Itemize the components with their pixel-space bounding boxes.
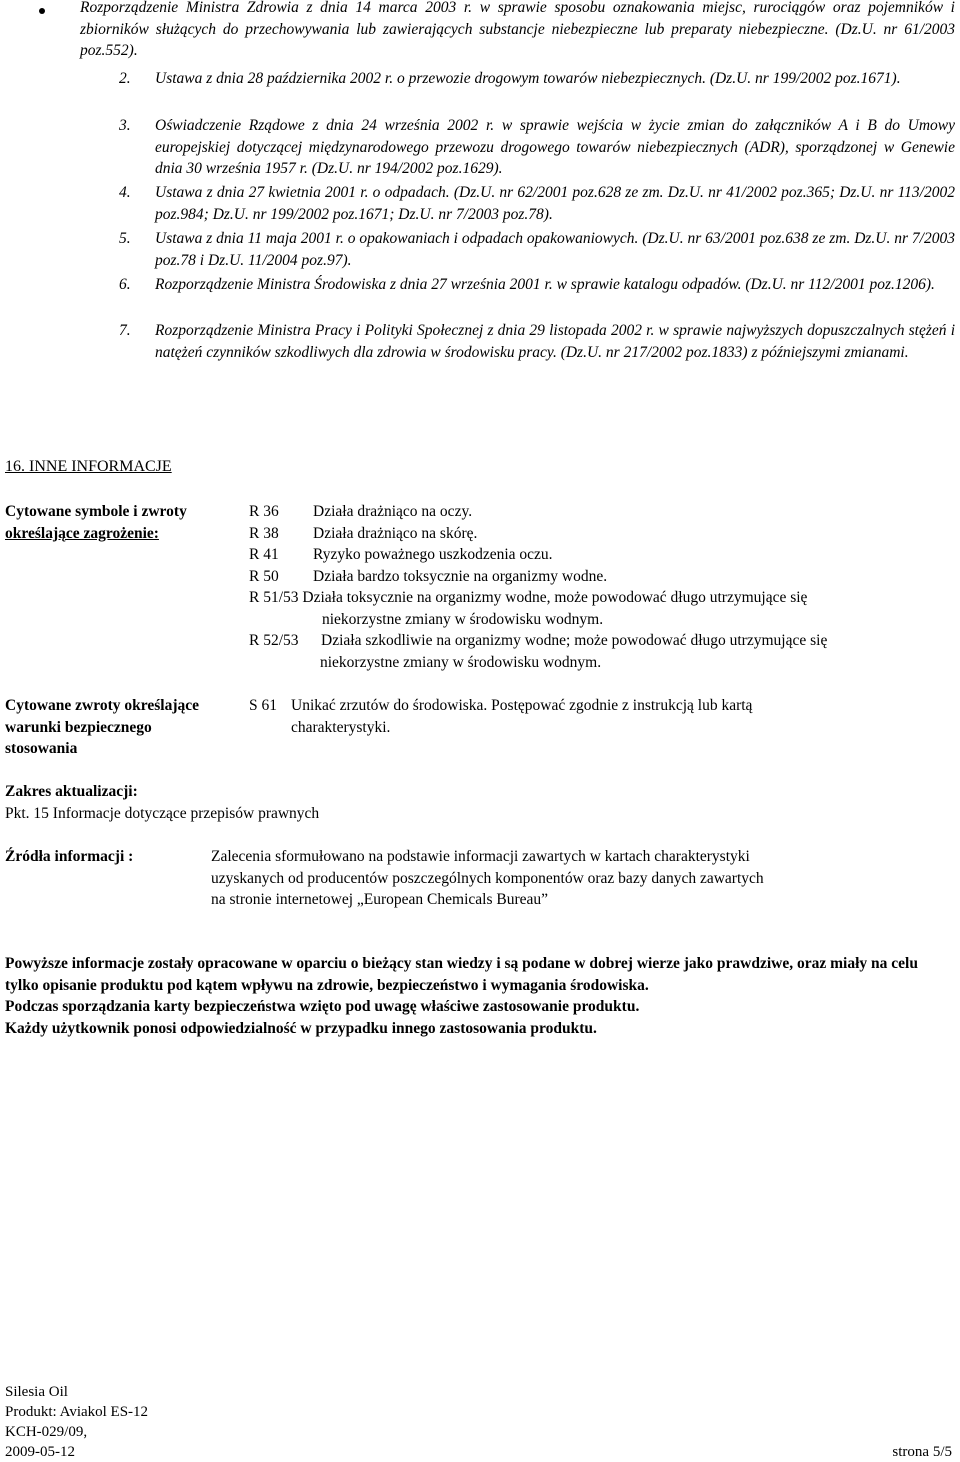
sources-line-2: uzyskanych od producentów poszczególnych komponentów oraz bazy danych zawartych [211,869,764,887]
page-number: strona 5/5 [892,1444,952,1460]
disclaimer-paragraph-2: Podczas sporządzania karty bezpieczeństwa wzięto pod uwagę właściwe zastosowanie produktu. [5,998,640,1015]
footer-code: KCH-029/09, [5,1424,88,1440]
r-phrase-continued: niekorzystne zmiany w środowisku wodnym. [322,610,604,628]
item-number: 4. [119,184,131,201]
section-heading: 16. INNE INFORMACJE [5,458,172,475]
r-code: R 52/53 [249,632,299,649]
disclaimer [5,953,945,1039]
r-phrases-label [5,501,187,544]
r-text: Działa drażniąco na oczy. [313,503,473,520]
r-phrase [249,544,954,566]
s-text: Unikać zrzutów do środowiska. Postępować zgodnie z instrukcją lub kartą [291,697,753,714]
disclaimer-paragraph-1: Powyższe informacje zostały opracowane w oparciu o bieżący stan wiedzy i są podane w dobrej wierze jako prawdziwe, oraz miały na celu tylko opisanie produktu pod kątem wpływu na zdrowie, bezpieczeństwo i wymagania środowiska. [5,955,918,994]
item-text: Ustawa z dnia 28 października 2002 r. o przewozie drogowym towarów niebezpiecznych. (Dz.U. nr 199/2002 poz.1671). [155,70,901,87]
r-text: Działa bardzo toksycznie na organizmy wodne. [313,567,608,585]
item-number: 2. [119,70,131,87]
r-phrase [249,630,954,652]
item-text: Rozporządzenie Ministra Pracy i Polityki Społecznej z dnia 29 listopada 2002 r. w sprawie najwyższych dopuszczalnych stężeń i natężeń czynników szkodliwych dla zdrowia w środowisku pracy. (Dz.U. nr 217/2002 poz.1833) z późniejszymi zmianami. [155,322,955,361]
r-code: R 51/53 [249,589,299,606]
r-phrase-continued: niekorzystne zmiany w środowisku wodnym. [320,653,602,671]
r-text: Działa drażniąco na skórę. [313,524,478,542]
item-number: 7. [119,322,131,339]
r-phrases-list [249,501,954,673]
item-number: 3. [119,117,131,134]
bullet-item [0,0,960,70]
update-text: Pkt. 15 Informacje dotyczące przepisów prawnych [5,805,320,822]
s-label-line-3: stosowania [5,740,78,757]
r-code: R 41 [249,546,279,563]
r-label-line-2: określające zagrożenie: [5,524,159,542]
legal-item-2 [119,68,955,90]
sources-label: Źródła informacji : [5,848,134,865]
legal-item-5 [119,228,955,271]
r-phrase [249,501,954,523]
s-code: S 61 [249,697,277,714]
item-number: 5. [119,230,131,247]
footer-company: Silesia Oil [5,1384,68,1400]
item-text: Ustawa z dnia 27 kwietnia 2001 r. o odpadach. (Dz.U. nr 62/2001 poz.628 ze zm. Dz.U. nr 41/2002 poz.365; Dz.U. nr 113/2002 poz.984; Dz.U. nr 199/2002 poz.1671; Dz.U. nr 7/2003 poz.78). [155,184,955,223]
item-text: Oświadczenie Rządowe z dnia 24 września 2002 r. w sprawie wejścia w życie zmian do załączników A i B do Umowy europejskiej dotyczącej międzynarodowego przewozu drogowego towarów niebezpiecznych (ADR), sporządzonej w Genewie dnia 30 września 1957 r. (Dz.U. nr 194/2002 poz.1629). [155,117,955,177]
item-text: Rozporządzenie Ministra Środowiska z dnia 27 września 2001 r. w sprawie katalogu odpadów. (Dz.U. nr 112/2001 poz.1206). [155,276,935,293]
s-label-line-2: warunki bezpiecznego [5,718,152,736]
r-phrase [249,587,954,609]
r-code: R 38 [249,524,279,542]
update-label: Zakres aktualizacji: [5,783,138,800]
s-phrases-label [5,695,199,760]
s-phrase-continued: charakterystyki. [291,718,391,736]
r-phrase [249,566,954,588]
legal-item-7 [119,320,955,363]
sources-text [211,846,951,911]
r-label-line-1: Cytowane symbole i zwroty [5,503,187,520]
r-text: Działa szkodliwie na organizmy wodne; może powodować długo utrzymujące się [321,632,828,649]
r-text: Ryzyko poważnego uszkodzenia oczu. [313,546,553,563]
footer [5,1382,148,1462]
r-code: R 36 [249,503,279,520]
s-label-line-1: Cytowane zwroty określające [5,697,199,714]
r-phrase [249,523,954,545]
item-number: 6. [119,276,131,293]
item-text: Ustawa z dnia 11 maja 2001 r. o opakowaniach i odpadach opakowaniowych. (Dz.U. nr 63/2001 poz.638 ze zm. Dz.U. nr 7/2003 poz.78 i Dz.U. 11/2004 poz.97). [155,230,955,269]
r-text: Działa toksycznie na organizmy wodne, może powodować długo utrzymujące się [302,589,808,606]
sources-line-1: Zalecenia sformułowano na podstawie informacji zawartych w kartach charakterystyki [211,848,750,865]
legal-item-3 [119,115,955,180]
s-phrase [249,695,954,717]
sources-line-3: na stronie internetowej „European Chemicals Bureau” [211,891,548,908]
legal-item-6 [119,274,955,296]
s-phrases-list [249,695,954,738]
disclaimer-paragraph-3: Każdy użytkownik ponosi odpowiedzialność w przypadku innego zastosowania produktu. [5,1019,597,1037]
footer-product: Produkt: Aviakol ES-12 [5,1404,149,1420]
r-code: R 50 [249,567,279,585]
footer-date: 2009-05-12 [5,1444,75,1460]
bullet-dot [39,8,45,14]
bullet-text: Rozporządzenie Ministra Zdrowia z dnia 14 marca 2003 r. w sprawie sposobu oznakowania miejsc, rurociągów oraz pojemników i zbiorników służących do przechowywania lub zawierających substancje niebezpieczne lub preparaty niebezpieczne. (Dz.U. nr 61/2003 poz.552). [80,0,955,59]
legal-item-4 [119,182,955,225]
